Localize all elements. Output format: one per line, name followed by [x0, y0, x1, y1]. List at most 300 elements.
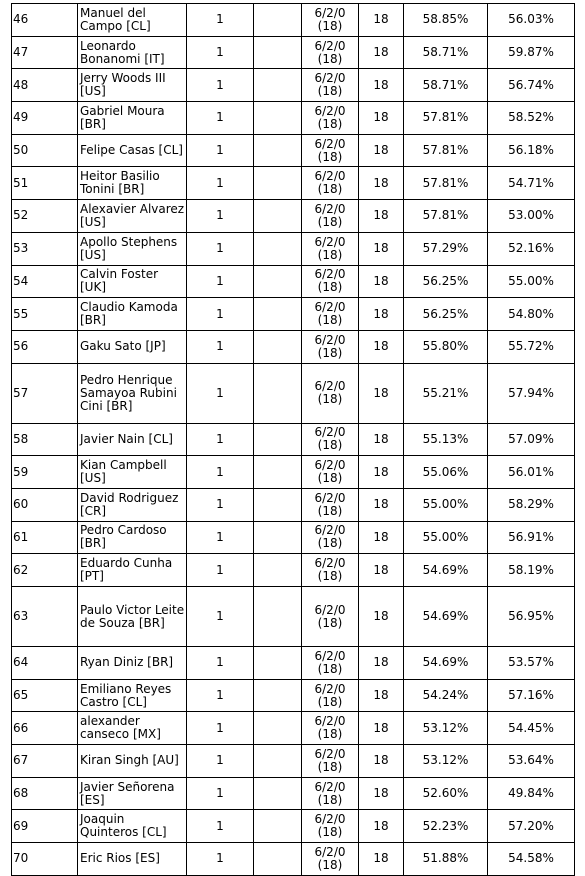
pct1-cell	[404, 712, 488, 745]
player-name-cell	[78, 69, 187, 102]
col3-cell	[187, 488, 254, 521]
record-cell	[302, 843, 359, 876]
record-cell	[302, 298, 359, 331]
col3-cell	[187, 521, 254, 554]
player-name: Pedro Henrique Samayoa Rubini Cini [BR]	[80, 372, 177, 413]
col3-cell	[187, 679, 254, 712]
table-row	[12, 810, 575, 843]
record-paren-value: (18)	[317, 18, 343, 33]
col3-value: 1	[216, 241, 224, 256]
record-cell	[302, 134, 359, 167]
pct1-value: 57.81%	[422, 110, 469, 125]
col3-value: 1	[216, 720, 224, 735]
player-name-cell	[78, 777, 187, 810]
pct2-cell	[488, 69, 575, 102]
record-paren-value: (18)	[317, 84, 343, 99]
rank-value: 60	[13, 497, 29, 512]
rank-value: 61	[13, 529, 29, 544]
record-paren-value: (18)	[317, 116, 343, 131]
pct1-cell	[404, 423, 488, 456]
record-value: 6/2/0	[314, 556, 346, 571]
pct2-value: 58.19%	[508, 562, 554, 577]
player-name-cell	[78, 330, 187, 363]
player-name-cell	[78, 745, 187, 778]
col3-value: 1	[216, 851, 224, 866]
empty-cell	[254, 200, 302, 233]
record-cell	[302, 330, 359, 363]
player-name: Jerry Woods III [US]	[80, 71, 166, 99]
standings-sheet	[11, 3, 575, 876]
player-name-cell	[78, 134, 187, 167]
empty-cell	[254, 423, 302, 456]
rank-value: 47	[13, 45, 29, 60]
rank-value: 70	[13, 851, 29, 866]
empty-cell	[254, 712, 302, 745]
player-name: Eduardo Cunha [PT]	[80, 556, 173, 584]
col3-cell	[187, 777, 254, 810]
rank-value: 66	[13, 720, 29, 735]
rank-value: 56	[13, 339, 29, 354]
empty-cell	[254, 102, 302, 135]
pct1-cell	[404, 843, 488, 876]
record-value: 6/2/0	[314, 201, 346, 216]
games-value: 18	[373, 818, 389, 833]
player-name: Joaquin Quinteros [CL]	[80, 812, 167, 840]
col3-cell	[187, 745, 254, 778]
record-cell	[302, 200, 359, 233]
record-paren-value: (18)	[317, 792, 343, 807]
record-cell	[302, 363, 359, 423]
rank-value: 49	[13, 110, 29, 125]
col3-cell	[187, 843, 254, 876]
record-paren-value: (18)	[317, 615, 343, 630]
record-value: 6/2/0	[314, 812, 346, 827]
pct1-cell	[404, 587, 488, 647]
games-value: 18	[373, 273, 389, 288]
pct2-cell	[488, 745, 575, 778]
rank-value: 64	[13, 655, 29, 670]
col3-cell	[187, 36, 254, 69]
record-paren-value: (18)	[317, 345, 343, 360]
record-paren-value: (18)	[317, 438, 343, 453]
pct2-value: 57.16%	[508, 688, 554, 703]
empty-cell	[254, 777, 302, 810]
games-cell	[359, 810, 404, 843]
rank-value: 51	[13, 175, 29, 190]
pct2-value: 54.58%	[508, 851, 554, 866]
pct2-cell	[488, 423, 575, 456]
record-paren-value: (18)	[317, 392, 343, 407]
games-value: 18	[373, 175, 389, 190]
record-value: 6/2/0	[314, 844, 346, 859]
games-cell	[359, 712, 404, 745]
pct2-value: 49.84%	[508, 786, 554, 801]
record-value: 6/2/0	[314, 779, 346, 794]
games-value: 18	[373, 529, 389, 544]
pct1-value: 58.71%	[422, 45, 469, 60]
empty-cell	[254, 265, 302, 298]
rank-value: 53	[13, 241, 29, 256]
record-cell	[302, 423, 359, 456]
pct2-value: 56.18%	[508, 143, 554, 158]
table-row	[12, 232, 575, 265]
rank-cell	[12, 265, 78, 298]
pct1-value: 54.69%	[422, 609, 469, 623]
rank-value: 63	[13, 609, 29, 623]
record-paren-value: (18)	[317, 247, 343, 262]
record-cell	[302, 587, 359, 647]
record-cell	[302, 647, 359, 680]
pct1-value: 57.29%	[422, 241, 469, 256]
games-cell	[359, 36, 404, 69]
col3-value: 1	[216, 110, 224, 125]
col3-value: 1	[216, 12, 224, 27]
pct2-value: 56.74%	[508, 77, 554, 92]
player-name-cell	[78, 456, 187, 489]
pct2-cell	[488, 102, 575, 135]
record-paren-value: (18)	[317, 280, 343, 295]
games-cell	[359, 554, 404, 587]
pct2-cell	[488, 554, 575, 587]
table-row	[12, 330, 575, 363]
rank-cell	[12, 200, 78, 233]
empty-cell	[254, 810, 302, 843]
pct1-cell	[404, 167, 488, 200]
pct1-value: 55.21%	[422, 385, 469, 400]
player-name: Pedro Cardoso [BR]	[80, 523, 167, 551]
rank-cell	[12, 4, 78, 37]
record-cell	[302, 265, 359, 298]
pct2-value: 57.20%	[508, 818, 554, 833]
table-row	[12, 843, 575, 876]
games-value: 18	[373, 464, 389, 479]
pct1-cell	[404, 554, 488, 587]
col3-value: 1	[216, 77, 224, 92]
table-row	[12, 423, 575, 456]
pct1-value: 54.69%	[422, 562, 469, 577]
pct2-value: 53.00%	[508, 208, 554, 223]
col3-value: 1	[216, 609, 224, 623]
col3-value: 1	[216, 818, 224, 833]
table-row	[12, 647, 575, 680]
col3-cell	[187, 587, 254, 647]
pct2-value: 56.95%	[508, 609, 554, 623]
pct2-cell	[488, 647, 575, 680]
empty-cell	[254, 232, 302, 265]
pct1-cell	[404, 265, 488, 298]
standings-rows	[12, 4, 575, 876]
empty-cell	[254, 363, 302, 423]
rank-cell	[12, 134, 78, 167]
rank-cell	[12, 102, 78, 135]
record-value: 6/2/0	[314, 103, 346, 118]
rank-cell	[12, 69, 78, 102]
games-value: 18	[373, 12, 389, 27]
col3-cell	[187, 102, 254, 135]
player-name: Paulo Victor Leite de Souza [BR]	[80, 602, 185, 630]
col3-value: 1	[216, 273, 224, 288]
games-value: 18	[373, 562, 389, 577]
pct1-value: 55.00%	[422, 529, 469, 544]
pct1-cell	[404, 810, 488, 843]
record-paren-value: (18)	[317, 149, 343, 164]
pct1-value: 53.12%	[422, 753, 469, 768]
pct1-cell	[404, 134, 488, 167]
games-cell	[359, 587, 404, 647]
col3-value: 1	[216, 306, 224, 321]
games-value: 18	[373, 851, 389, 866]
player-name-cell	[78, 843, 187, 876]
empty-cell	[254, 4, 302, 37]
record-paren-value: (18)	[317, 182, 343, 197]
player-name: Felipe Casas [CL]	[80, 143, 183, 158]
col3-cell	[187, 647, 254, 680]
player-name-cell	[78, 521, 187, 554]
games-cell	[359, 69, 404, 102]
record-cell	[302, 554, 359, 587]
player-name: Javier Nain [CL]	[80, 431, 173, 446]
record-cell	[302, 102, 359, 135]
record-value: 6/2/0	[314, 267, 346, 282]
col3-value: 1	[216, 45, 224, 60]
games-value: 18	[373, 753, 389, 768]
record-value: 6/2/0	[314, 169, 346, 184]
pct2-cell	[488, 363, 575, 423]
col3-cell	[187, 298, 254, 331]
table-row	[12, 200, 575, 233]
pct2-cell	[488, 4, 575, 37]
col3-cell	[187, 134, 254, 167]
col3-cell	[187, 554, 254, 587]
record-cell	[302, 810, 359, 843]
rank-value: 59	[13, 464, 29, 479]
games-cell	[359, 298, 404, 331]
record-value: 6/2/0	[314, 523, 346, 538]
games-value: 18	[373, 306, 389, 321]
rank-cell	[12, 843, 78, 876]
pct1-cell	[404, 363, 488, 423]
pct2-cell	[488, 134, 575, 167]
pct2-value: 56.01%	[508, 464, 554, 479]
record-value: 6/2/0	[314, 602, 346, 617]
rank-cell	[12, 554, 78, 587]
pct1-value: 58.85%	[422, 12, 469, 27]
table-row	[12, 36, 575, 69]
record-value: 6/2/0	[314, 5, 346, 20]
player-name-cell	[78, 810, 187, 843]
games-cell	[359, 488, 404, 521]
pct2-value: 53.64%	[508, 753, 554, 768]
empty-cell	[254, 745, 302, 778]
pct1-value: 54.24%	[422, 688, 469, 703]
pct1-value: 57.81%	[422, 143, 469, 158]
record-paren-value: (18)	[317, 661, 343, 676]
player-name: Javier Señorena [ES]	[80, 779, 175, 807]
pct2-cell	[488, 777, 575, 810]
player-name: alexander canseco [MX]	[80, 714, 161, 742]
pct2-cell	[488, 232, 575, 265]
pct2-cell	[488, 265, 575, 298]
record-value: 6/2/0	[314, 136, 346, 151]
rank-value: 58	[13, 431, 29, 446]
record-paren-value: (18)	[317, 857, 343, 872]
record-cell	[302, 69, 359, 102]
record-value: 6/2/0	[314, 458, 346, 473]
games-value: 18	[373, 720, 389, 735]
rank-value: 54	[13, 273, 29, 288]
games-value: 18	[373, 110, 389, 125]
rank-cell	[12, 712, 78, 745]
pct1-value: 56.25%	[422, 273, 469, 288]
empty-cell	[254, 456, 302, 489]
player-name: Calvin Foster [UK]	[80, 267, 159, 295]
player-name-cell	[78, 232, 187, 265]
record-value: 6/2/0	[314, 746, 346, 761]
pct2-value: 58.29%	[508, 497, 554, 512]
rank-value: 55	[13, 306, 29, 321]
pct2-cell	[488, 200, 575, 233]
rank-value: 48	[13, 77, 29, 92]
games-cell	[359, 265, 404, 298]
empty-cell	[254, 330, 302, 363]
table-row	[12, 102, 575, 135]
rank-value: 46	[13, 12, 29, 27]
pct1-value: 55.13%	[422, 431, 469, 446]
empty-cell	[254, 298, 302, 331]
pct2-cell	[488, 488, 575, 521]
record-value: 6/2/0	[314, 648, 346, 663]
pct2-cell	[488, 298, 575, 331]
record-paren-value: (18)	[317, 503, 343, 518]
col3-value: 1	[216, 562, 224, 577]
games-value: 18	[373, 45, 389, 60]
table-row	[12, 488, 575, 521]
record-value: 6/2/0	[314, 681, 346, 696]
rank-cell	[12, 456, 78, 489]
pct2-value: 59.87%	[508, 45, 554, 60]
rank-cell	[12, 745, 78, 778]
player-name-cell	[78, 4, 187, 37]
player-name-cell	[78, 587, 187, 647]
player-name: Gaku Sato [JP]	[80, 339, 166, 354]
player-name: Ryan Diniz [BR]	[80, 655, 174, 670]
rank-value: 65	[13, 688, 29, 703]
rank-cell	[12, 777, 78, 810]
col3-cell	[187, 167, 254, 200]
record-value: 6/2/0	[314, 300, 346, 315]
table-row	[12, 134, 575, 167]
player-name-cell	[78, 423, 187, 456]
games-cell	[359, 679, 404, 712]
games-cell	[359, 456, 404, 489]
table-row	[12, 456, 575, 489]
pct1-cell	[404, 4, 488, 37]
pct1-value: 53.12%	[422, 720, 469, 735]
table-row	[12, 298, 575, 331]
pct1-cell	[404, 330, 488, 363]
col3-cell	[187, 4, 254, 37]
pct2-value: 55.00%	[508, 273, 554, 288]
rank-cell	[12, 423, 78, 456]
player-name: Kian Campbell [US]	[80, 458, 167, 486]
record-value: 6/2/0	[314, 714, 346, 729]
record-paren-value: (18)	[317, 825, 343, 840]
record-paren-value: (18)	[317, 727, 343, 742]
col3-cell	[187, 810, 254, 843]
games-value: 18	[373, 609, 389, 623]
games-cell	[359, 843, 404, 876]
record-cell	[302, 456, 359, 489]
player-name-cell	[78, 363, 187, 423]
col3-cell	[187, 265, 254, 298]
pct2-value: 58.52%	[508, 110, 554, 125]
pct2-cell	[488, 810, 575, 843]
player-name: Eric Rios [ES]	[80, 851, 160, 866]
record-cell	[302, 679, 359, 712]
games-value: 18	[373, 786, 389, 801]
pct2-cell	[488, 456, 575, 489]
games-value: 18	[373, 431, 389, 446]
col3-cell	[187, 423, 254, 456]
pct1-cell	[404, 102, 488, 135]
rank-cell	[12, 36, 78, 69]
games-cell	[359, 363, 404, 423]
col3-cell	[187, 456, 254, 489]
pct2-cell	[488, 167, 575, 200]
col3-value: 1	[216, 143, 224, 158]
pct1-cell	[404, 69, 488, 102]
games-value: 18	[373, 385, 389, 400]
games-cell	[359, 647, 404, 680]
col3-cell	[187, 330, 254, 363]
empty-cell	[254, 488, 302, 521]
record-paren-value: (18)	[317, 471, 343, 486]
player-name-cell	[78, 102, 187, 135]
pct2-value: 52.16%	[508, 241, 554, 256]
pct2-value: 54.45%	[508, 720, 554, 735]
rank-value: 50	[13, 143, 29, 158]
games-cell	[359, 423, 404, 456]
pct1-cell	[404, 488, 488, 521]
pct2-cell	[488, 712, 575, 745]
rank-cell	[12, 167, 78, 200]
rank-cell	[12, 587, 78, 647]
player-name: Apollo Stephens [US]	[80, 234, 178, 262]
pct2-cell	[488, 679, 575, 712]
empty-cell	[254, 167, 302, 200]
pct1-cell	[404, 745, 488, 778]
pct2-value: 56.91%	[508, 529, 554, 544]
pct2-cell	[488, 521, 575, 554]
rank-value: 62	[13, 562, 29, 577]
pct1-value: 51.88%	[422, 851, 469, 866]
rank-cell	[12, 330, 78, 363]
table-row	[12, 4, 575, 37]
col3-value: 1	[216, 464, 224, 479]
col3-value: 1	[216, 208, 224, 223]
rank-cell	[12, 647, 78, 680]
empty-cell	[254, 69, 302, 102]
record-cell	[302, 521, 359, 554]
record-cell	[302, 712, 359, 745]
record-value: 6/2/0	[314, 38, 346, 53]
pct1-cell	[404, 298, 488, 331]
pct2-value: 54.71%	[508, 175, 554, 190]
table-row	[12, 69, 575, 102]
player-name: Gabriel Moura [BR]	[80, 103, 165, 131]
pct2-value: 54.80%	[508, 306, 554, 321]
games-value: 18	[373, 241, 389, 256]
